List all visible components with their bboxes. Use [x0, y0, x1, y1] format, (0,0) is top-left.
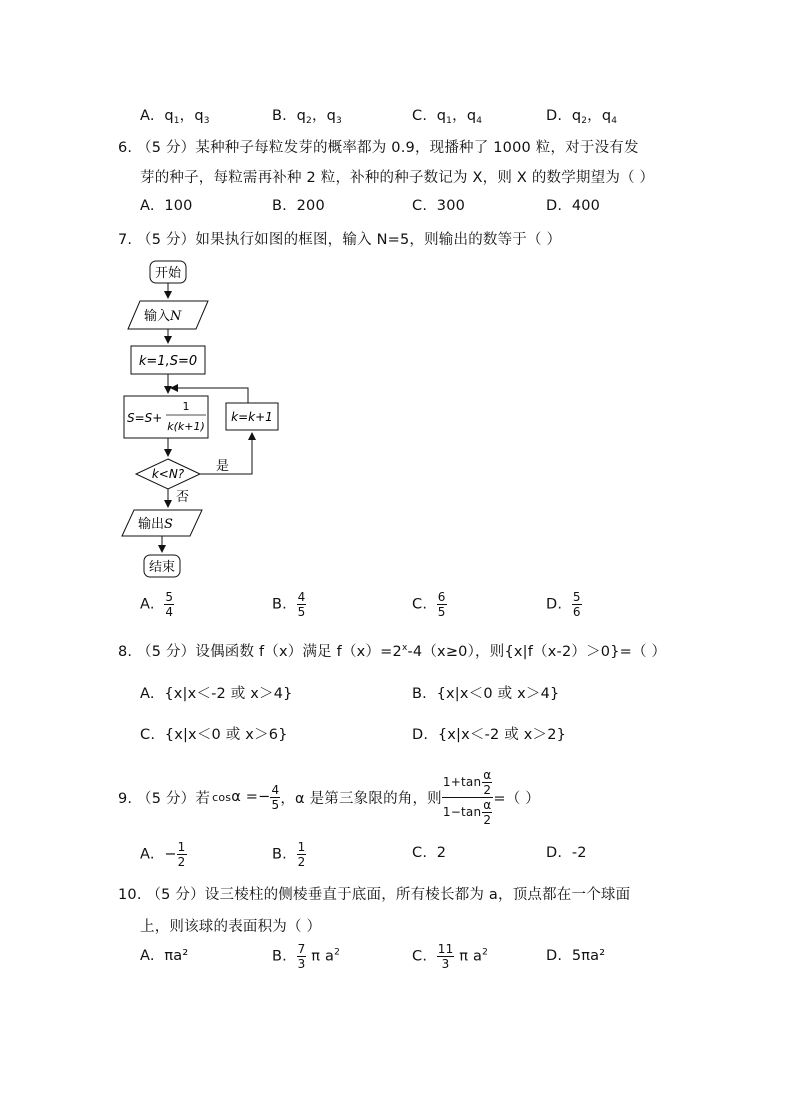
flow-output-text: 输出S	[138, 517, 173, 532]
q6-option-d: D. 400	[546, 198, 601, 214]
q9-option-c: C. 2	[412, 845, 447, 861]
q10-stem-line2: 上，则该球的表面积为（ ）	[140, 919, 322, 935]
flow-end-text: 结束	[148, 560, 176, 575]
q10-option-c: C. $\frac{11}{3}$ π $a^2$	[412, 942, 489, 971]
flow-start-text: 开始	[154, 266, 182, 281]
q5-option-a: A. $q_1$，$q_3$	[140, 108, 210, 126]
q5-option-b: B. $q_2$，$q_3$	[272, 108, 342, 126]
flow-increment-text: k=k+1	[231, 410, 273, 424]
q7-option-b: B. $\frac{4}{5}$	[272, 590, 306, 619]
flow-no-label: 否	[176, 490, 190, 505]
q7-stem: 7. （5 分）如果执行如图的框图，输入 N=5，则输出的数等于（ ）	[118, 232, 562, 248]
q9-option-a: A. − $\frac{1}{2}$	[140, 840, 186, 869]
q10-option-b: B. $\frac{7}{3}$ π $a^2$	[272, 942, 341, 971]
flow-yes-label: 是	[216, 459, 230, 474]
flow-input-text: 输入N	[144, 309, 182, 324]
q6-option-c: C. 300	[412, 198, 466, 214]
q8-option-d: D. {x|x＜-2 或 x＞2}	[412, 727, 567, 743]
q7-option-d: D. $\frac{5}{6}$	[546, 590, 581, 619]
q7-option-c: C. $\frac{6}{5}$	[412, 590, 446, 619]
q10-stem-line1: 10. （5 分）设三棱柱的侧棱垂直于底面，所有棱长都为 a，顶点都在一个球面	[118, 887, 631, 903]
flow-update-left: S=S+	[127, 411, 163, 425]
q7-option-a: A. $\frac{5}{4}$	[140, 590, 174, 619]
q9-option-b: B. $\frac{1}{2}$	[272, 840, 306, 869]
q6-option-b: B. 200	[272, 198, 325, 214]
flow-update-num: 1	[182, 400, 190, 413]
q8-option-a: A. {x|x＜-2 或 x＞4}	[140, 686, 293, 702]
q8-option-b: B. {x|x＜0 或 x＞4}	[412, 686, 560, 702]
flow-update-den: k(k+1)	[167, 420, 205, 433]
flow-init-text: k=1,S=0	[138, 354, 198, 369]
flow-condition-text: k<N?	[151, 467, 185, 481]
q10-option-d: D. 5πa²	[546, 948, 606, 964]
q6-stem-line1: 6. （5 分）某种种子每粒发芽的概率都为 0.9，现播种了 1000 粒，对于没有发	[118, 140, 639, 156]
q6-stem-line2: 芽的种子，每粒需再补种 2 粒，补种的种子数记为 X，则 X 的数学期望为（ ）	[140, 170, 655, 186]
q8-stem: 8. （5 分）设偶函数 f（x）满足 $f(x)=2^x-4(x\ge 0)$，则{x|f（x-2）＞0}=（ ）	[118, 643, 667, 660]
q5-option-d: D. $q_2$，$q_4$	[546, 108, 618, 126]
q10-option-a: A. πa²	[140, 948, 189, 964]
q9-option-d: D. -2	[546, 845, 587, 861]
flowchart	[118, 255, 298, 585]
q5-option-c: C. $q_1$，$q_4$	[412, 108, 483, 126]
q6-option-a: A. 100	[140, 198, 193, 214]
q8-option-c: C. {x|x＜0 或 x＞6}	[140, 727, 288, 743]
q9-stem: 9. （5 分）若 cos α =− $\frac{4}{5}$ ，α 是第三象限的角，则 1+tan $\frac{\alpha}{2}$ 1−tan $\frac{\alpha}{2}$ =（ ）	[118, 767, 540, 827]
